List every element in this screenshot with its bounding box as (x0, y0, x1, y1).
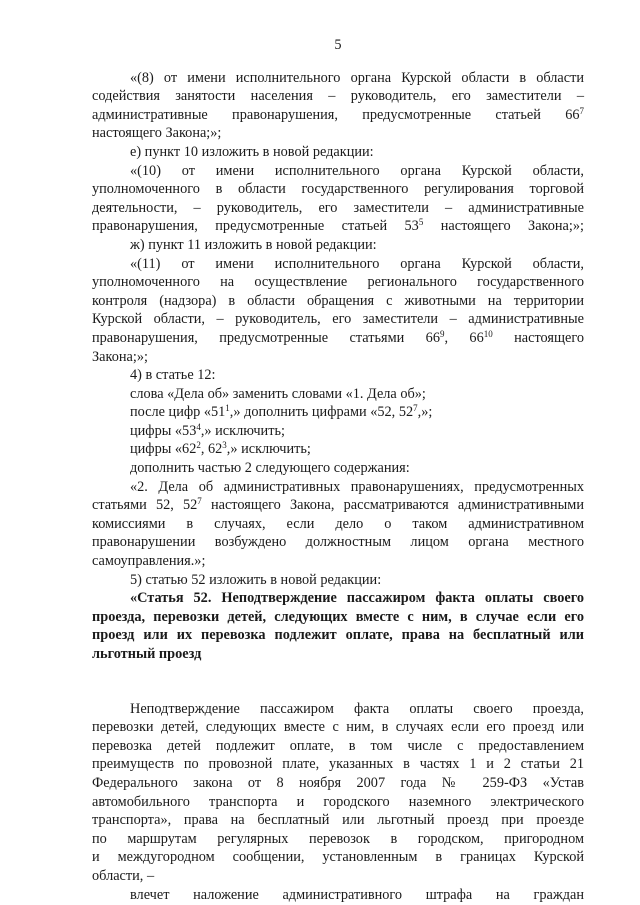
text-line: транспорта», права на бесплатный или льготный проезд при проезде (92, 812, 584, 829)
text-line: «(10) от имени исполнительного органа Курской области, (130, 162, 584, 179)
page-number: 5 (334, 37, 342, 53)
text-line: дополнить частью 2 следующего содержания: (130, 460, 410, 477)
text-line: автомобильного транспорта и городского наземного электрического (92, 793, 584, 810)
text-line: 4) в статье 12: (130, 367, 216, 384)
text-line: статьями 52, $52^7$ настоящего Закона, рассматриваются административными (92, 496, 584, 514)
text-line: преимуществ по провозной плате, указанных в частях 1 и 2 статьи 21 (92, 756, 584, 773)
text-line: Закона;»; (92, 348, 148, 365)
spacer (92, 682, 584, 700)
spacer (92, 664, 584, 682)
text-line: уполномоченного в области государственного регулирования торговой (92, 181, 584, 198)
text-line: административные правонарушения, предусмотренные статьей $66^7$ (92, 105, 584, 123)
text-line: контроля (надзора) в области обращения с животными на территории (92, 292, 584, 309)
text-line: содействия занятости населения – руководитель, его заместители – (92, 88, 584, 105)
text-line: 5) статью 52 изложить в новой редакции: (130, 571, 382, 588)
article-heading-line: «Статья 52. Неподтверждение пассажиром факта оплаты своего (130, 590, 584, 607)
article-heading-line: проезда, перевозки детей, следующих вместе с ним, в случае если его (92, 608, 584, 625)
text-line: слова «Дела об» заменить словами «1. Дела об»; (130, 385, 426, 402)
text-line: комиссиями в случаях, если дело о таком административном (92, 515, 584, 532)
text-line: «(11) от имени исполнительного органа Курской области, (130, 255, 584, 272)
text-line: уполномоченного на осуществление регионального государственного (92, 274, 584, 291)
text-line: по маршрутам регулярных перевозок в городском, пригородном (92, 830, 584, 847)
text-line: области, – (92, 867, 155, 884)
text-line: самоуправления.»; (92, 553, 206, 570)
text-line: е) пункт 10 изложить в новой редакции: (130, 143, 374, 160)
text-line: Курской области, – руководитель, его заместители – административные (92, 311, 584, 328)
text-line: влечет наложение административного штрафа на граждан (130, 886, 584, 903)
text-line: настоящего Закона;»; (92, 125, 222, 142)
text-line: перевозка детей подлежит оплате, в том числе с предоставлением (92, 737, 584, 754)
text-line: «(8) от имени исполнительного органа Курской области в области (130, 69, 584, 86)
article-heading-line: льготный проезд (92, 646, 202, 662)
text-line: после цифр «$51^1$,» дополнить цифрами «52, $52^7$,»; (130, 403, 433, 421)
text-line: цифры «$53^4$,» исключить; (130, 421, 285, 439)
text-line: правонарушения, предусмотренные статьями $66^9$, $66^{10}$ настоящего (92, 328, 584, 346)
article-heading-line: проезд или их перевозка подлежит оплате, права на бесплатный или (92, 627, 584, 644)
text-line: правонарушения, предусмотренные статьей $53^5$ настоящего Закона;»; (92, 217, 584, 235)
text-line: цифры «$62^2$, $62^3$,» исключить; (130, 440, 311, 458)
text-line: правонарушении возбуждено должностным лицом органа местного (92, 534, 584, 551)
text-line: перевозки детей, следующих вместе с ним, в случаях если его проезд или (92, 719, 584, 736)
text-line: и междугородном сообщении, установленным в границах Курской (92, 849, 584, 866)
text-line: ж) пункт 11 изложить в новой редакции: (130, 236, 377, 253)
text-line: «2. Дела об административных правонарушениях, предусмотренных (130, 478, 584, 495)
text-line: деятельности, – руководитель, его заместители – административные (92, 199, 584, 216)
text-line: Неподтверждение пассажиром факта оплаты своего проезда, (130, 700, 584, 717)
text-line: Федерального закона от 8 ноября 2007 года № 259-ФЗ «Устав (92, 774, 584, 791)
